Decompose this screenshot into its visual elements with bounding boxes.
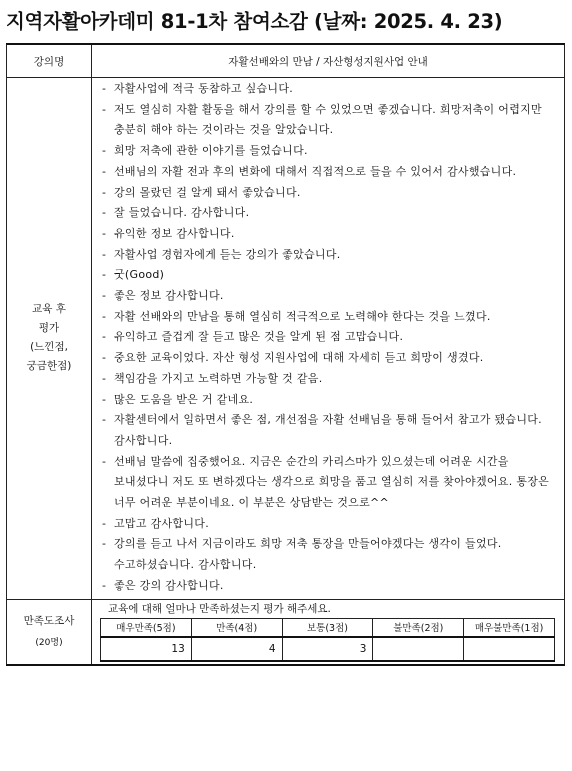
evaluation-row <box>7 78 565 600</box>
comment-item: - 유익한 정보 감사합니다. <box>100 224 556 245</box>
comment-item: - 강의를 듣고 나서 지금이라도 희망 저축 통장을 만들어야겠다는 생각이 들었다. 수고하셨습니다. 감사합니다. <box>100 534 556 575</box>
rating-value <box>373 637 464 661</box>
comment-item: - 희망 저축에 관한 이야기를 들었습니다. <box>100 141 556 162</box>
evaluation-label-line: 궁금한점) <box>26 360 72 373</box>
comment-item: - 책임감을 가지고 노력하면 가능할 것 같음. <box>100 369 556 390</box>
comment-item: - 자활 선배와의 만남을 통해 열심히 적극적으로 노력해야 한다는 것을 느꼈다. <box>100 307 556 328</box>
comment-item: - 많은 도움을 받은 거 같네요. <box>100 390 556 411</box>
comment-item: - 잘 들었습니다. 감사합니다. <box>100 203 556 224</box>
evaluation-label-line: 교육 후 <box>32 303 66 316</box>
rating-value: 4 <box>191 637 282 661</box>
comment-item: - 선배님의 자활 전과 후의 변화에 대해서 직접적으로 들을 수 있어서 감사했습니다. <box>100 162 556 183</box>
comment-item: - 좋은 정보 감사합니다. <box>100 286 556 307</box>
page-title: 지역자활아카데미 81-1차 참여소감 (날짜: 2025. 4. 23) <box>6 10 503 33</box>
evaluation-label <box>7 78 92 600</box>
rating-header: 매우만족(5점) <box>101 618 192 637</box>
comments-cell <box>92 78 565 600</box>
survey-question: 교육에 대해 얼마나 만족하셨는지 평가 해주세요. <box>108 602 331 615</box>
course-title: 자활선배와의 만남 / 자산형성지원사업 안내 <box>92 44 565 78</box>
comment-item: - 저도 열심히 자활 활동을 해서 강의를 할 수 있었으면 좋겠습니다. 희망저축이 어렵지만 충분히 해야 하는 것이라는 것을 알았습니다. <box>100 100 556 141</box>
comment-item: - 자활사업에 적극 동참하고 싶습니다. <box>100 79 556 100</box>
comment-item: - 자활센터에서 일하면서 좋은 점, 개선점을 자활 선배님을 통해 들어서 참고가 됐습니다. 감사합니다. <box>100 410 556 451</box>
comment-item: - 굿(Good) <box>100 265 556 286</box>
comment-item: - 유익하고 즐겁게 잘 듣고 많은 것을 알게 된 점 고맙습니다. <box>100 327 556 348</box>
survey-cell <box>92 599 565 665</box>
comment-item: - 좋은 강의 감사합니다. <box>100 576 556 597</box>
survey-count: (20명) <box>35 637 63 648</box>
comment-item: - 선배님 말씀에 집중했어요. 지금은 순간의 카리스마가 있으셨는데 어려운 시간을 보내셨다니 저도 또 변하겠다는 생각으로 희망을 품고 열심히 저를 찾아야겠어요. 통장은 너무 어려운 부분이네요. 이 부분은 상담받는 것으로^^ <box>100 452 556 514</box>
rating-header-row <box>101 618 555 637</box>
comment-item: - 자활사업 경험자에게 듣는 강의가 좋았습니다. <box>100 245 556 266</box>
evaluation-label-line: 평가 <box>38 322 60 335</box>
course-label: 강의명 <box>7 44 92 78</box>
course-row <box>7 44 565 78</box>
rating-table <box>100 618 555 662</box>
rating-header: 보통(3점) <box>282 618 373 637</box>
survey-label-cell <box>7 599 92 665</box>
rating-value: 13 <box>101 637 192 661</box>
survey-label: 만족도조사 <box>23 614 75 627</box>
rating-header: 매우불만족(1점) <box>464 618 555 637</box>
rating-header: 만족(4점) <box>191 618 282 637</box>
comment-list <box>92 78 564 599</box>
comment-item: - 고맙고 감사합니다. <box>100 514 556 535</box>
evaluation-label-line: (느낀점, <box>30 341 68 354</box>
feedback-table <box>6 43 565 666</box>
rating-header: 불만족(2점) <box>373 618 464 637</box>
comment-item: - 강의 몰랐던 걸 알게 돼서 좋았습니다. <box>100 183 556 204</box>
rating-value <box>464 637 555 661</box>
rating-value-row <box>101 637 555 661</box>
comment-item: - 중요한 교육이었다. 자산 형성 지원사업에 대해 자세히 듣고 희망이 생겼다. <box>100 348 556 369</box>
rating-value: 3 <box>282 637 373 661</box>
survey-row <box>7 599 565 665</box>
